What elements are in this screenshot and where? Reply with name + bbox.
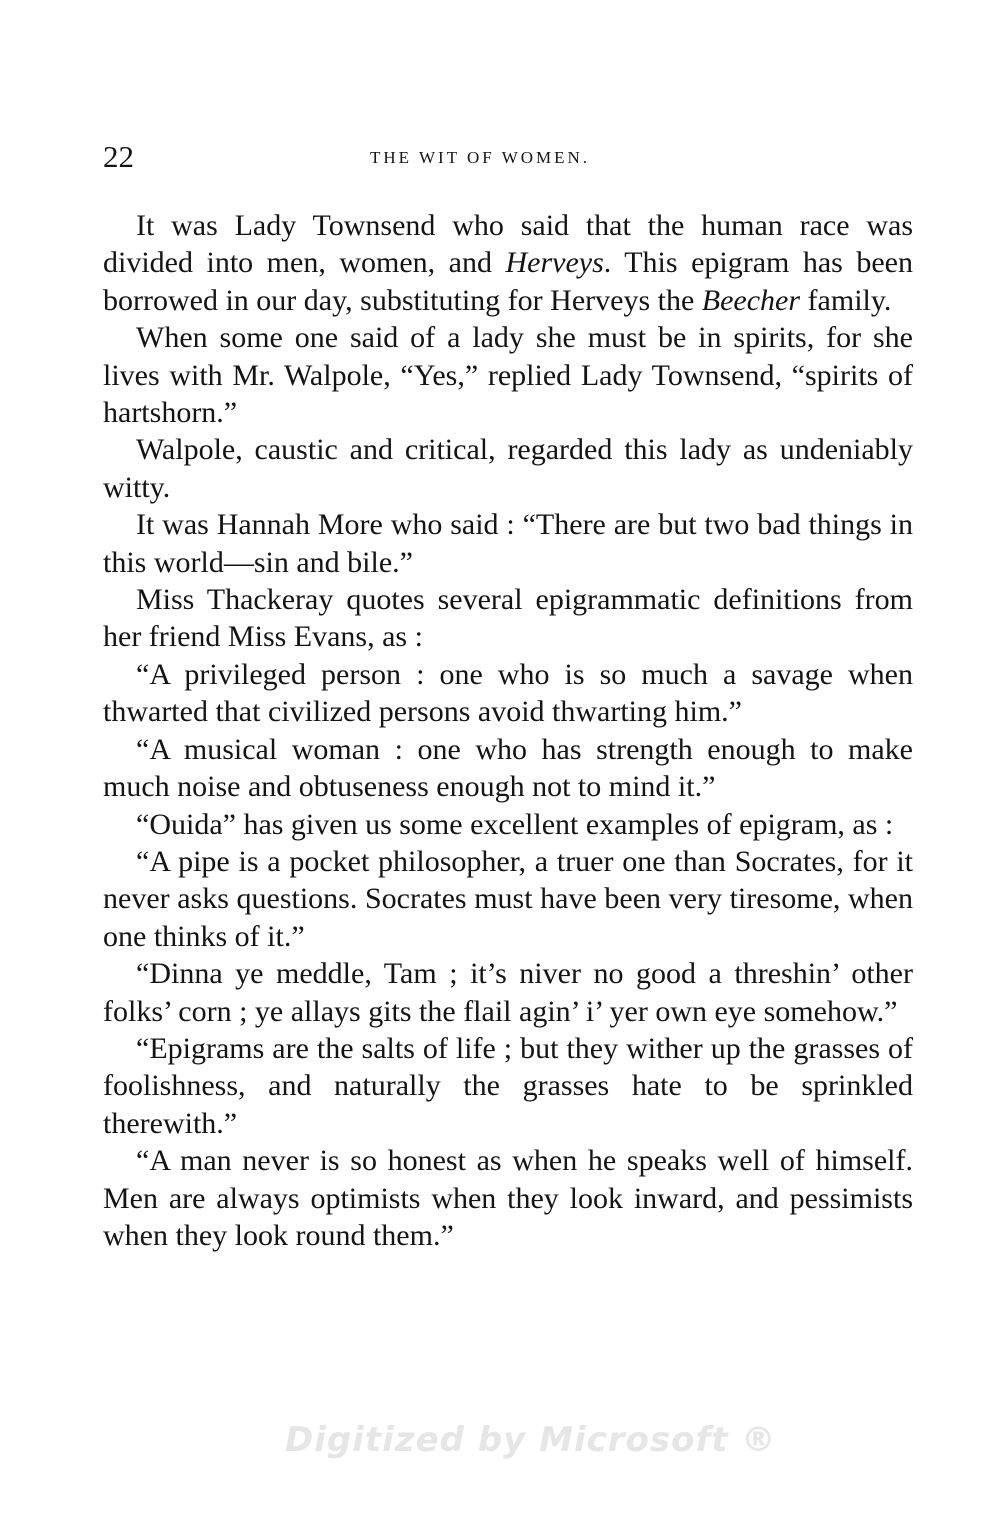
paragraph [103,731,913,806]
paragraph-text: Miss Thackeray quotes several epigrammatic definitions from her friend Miss Evans, as : [103,583,913,654]
paragraph-text: “Dinna ye meddle, Tam ; it’s niver no good a threshin’ other folks’ corn ; ye allays gits the flail agin’ i’ yer own eye somehow.” [103,957,913,1028]
paragraph [103,843,913,955]
paragraph-text: “A musical woman : one who has strength enough to make much noise and obtuseness enough not to mind it.” [103,732,913,804]
paragraph [103,806,913,843]
paragraph [103,1030,913,1142]
watermark: Digitized by Microsoft ® [285,1420,777,1460]
paragraph-text: “Epigrams are the salts of life ; but they wither up the grasses of foolishness, and naturally the grasses hate to be sprinkled therewith.” [103,1031,913,1140]
running-title: THE WIT OF WOMEN. [370,148,591,167]
paragraph [103,656,913,731]
paragraph-text: It was Lady Townsend who said that the human race was divided into men, women, and [103,209,913,280]
italic-text: Beecher [701,283,801,317]
paragraph [103,207,913,319]
paragraph-text: It was Hannah More who said : “There are but two bad things in this world—sin and bile.” [103,508,913,579]
paragraph-text: When some one said of a lady she must be in spirits, for she lives with Mr. Walpole, “Yes,” replied Lady Townsend, “spirits of hartshorn.” [103,321,913,430]
paragraph [103,431,913,506]
paragraph-text: “A pipe is a pocket philosopher, a truer one than Socrates, for it never asks questions. Socrates must have been very tiresome, when one thinks of it.” [103,844,913,953]
paragraph [103,581,913,656]
paragraph-text: family. [800,283,892,317]
italic-text: Herveys [505,246,604,280]
paragraph-text: “A man never is so honest as when he speaks well of himself. Men are always optimists when they look inward, and pessimists when they look round them.” [103,1144,913,1252]
paragraph [103,1142,913,1254]
paragraph-text: Walpole, caustic and critical, regarded this lady as undeniably witty. [103,433,913,504]
page-number: 22 [103,139,134,174]
paragraph [103,506,913,581]
paragraph [103,955,913,1030]
paragraph-text: “A privileged person : one who is so much a savage when thwarted that civilized persons avoid thwarting him.” [103,657,913,729]
paragraph-text: . This epigram has been borrowed in our day, substituting for Herveys the [103,246,913,317]
paragraph-text: “Ouida” has given us some excellent examples of epigram, as : [136,807,894,841]
paragraph [103,319,913,431]
body-text [103,207,913,1254]
